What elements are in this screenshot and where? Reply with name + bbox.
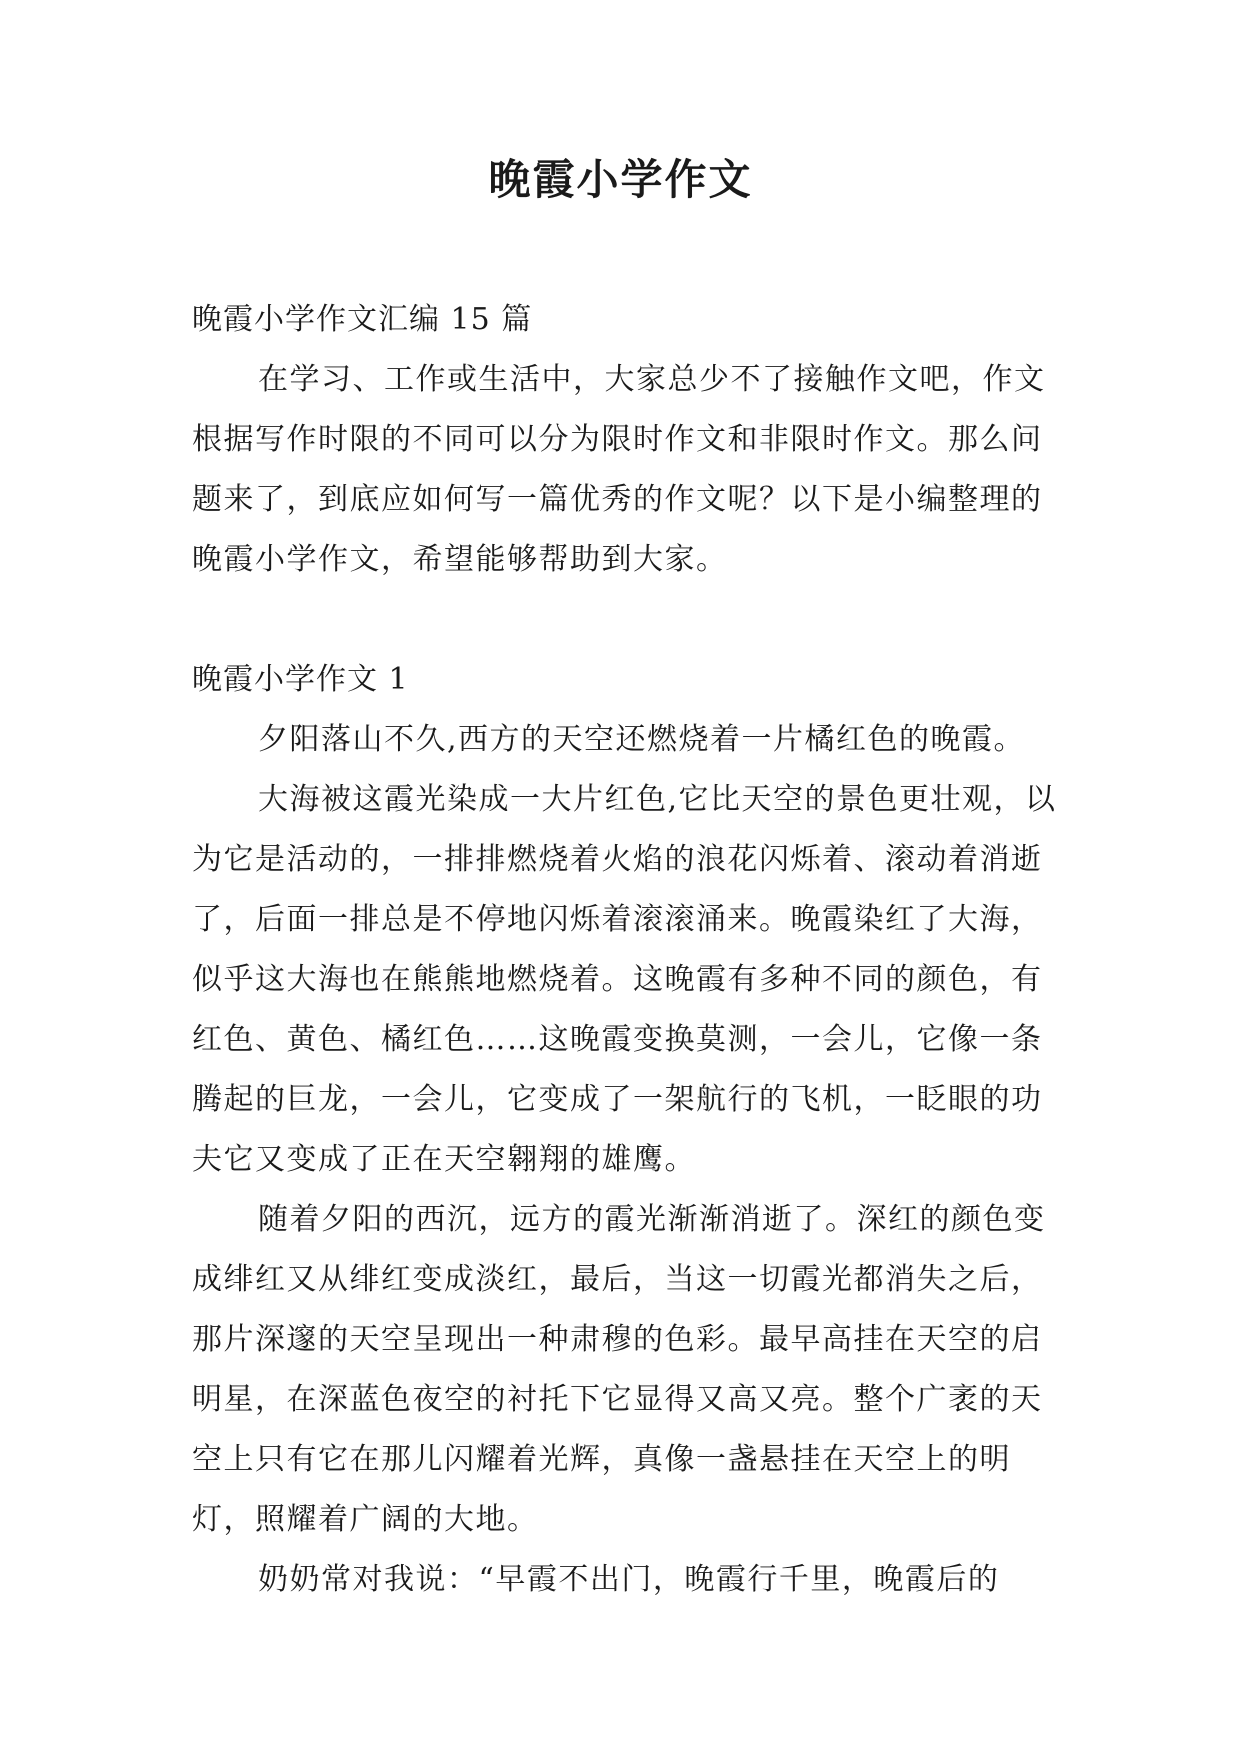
- section-heading: 晚霞小学作文 1: [192, 662, 409, 697]
- section-spacer: [192, 590, 1062, 650]
- body-paragraph: 随着夕阳的西沉，远方的霞光渐渐消逝了。深红的颜色变成绯红又从绯红变成淡红，最后，当这一切霞光都消失之后，那片深邃的天空呈现出一种肃穆的色彩。最早高挂在天空的启明星，在深蓝色夜空的衬托下它显得又高又亮。整个广袤的天空上只有它在那儿闪耀着光辉，真像一盏悬挂在天空上的明灯，照耀着广阔的大地。: [192, 1202, 1046, 1537]
- body-paragraph: 夕阳落山不久,西方的天空还燃烧着一片橘红色的晚霞。: [258, 722, 1026, 757]
- document-title: 晚霞小学作文: [488, 155, 753, 204]
- document-body: [192, 290, 1062, 1610]
- body-paragraph: 奶奶常对我说：“早霞不出门，晚霞行千里，晚霞后的: [258, 1562, 1000, 1597]
- collection-subtitle: 晚霞小学作文汇编 15 篇: [192, 302, 533, 337]
- intro-paragraph: 在学习、工作或生活中，大家总少不了接触作文吧，作文根据写作时限的不同可以分为限时作文和非限时作文。那么问题来了，到底应如何写一篇优秀的作文呢？以下是小编整理的晚霞小学作文，希望能够帮助到大家。: [192, 362, 1046, 577]
- body-paragraph: 大海被这霞光染成一大片红色,它比天空的景色更壮观，以为它是活动的，一排排燃烧着火焰的浪花闪烁着、滚动着消逝了，后面一排总是不停地闪烁着滚滚涌来。晚霞染红了大海，似乎这大海也在熊熊地燃烧着。这晚霞有多种不同的颜色，有红色、黄色、橘红色……这晚霞变换莫测，一会儿，它像一条腾起的巨龙，一会儿，它变成了一架航行的飞机，一眨眼的功夫它又变成了正在天空翱翔的雄鹰。: [192, 782, 1057, 1177]
